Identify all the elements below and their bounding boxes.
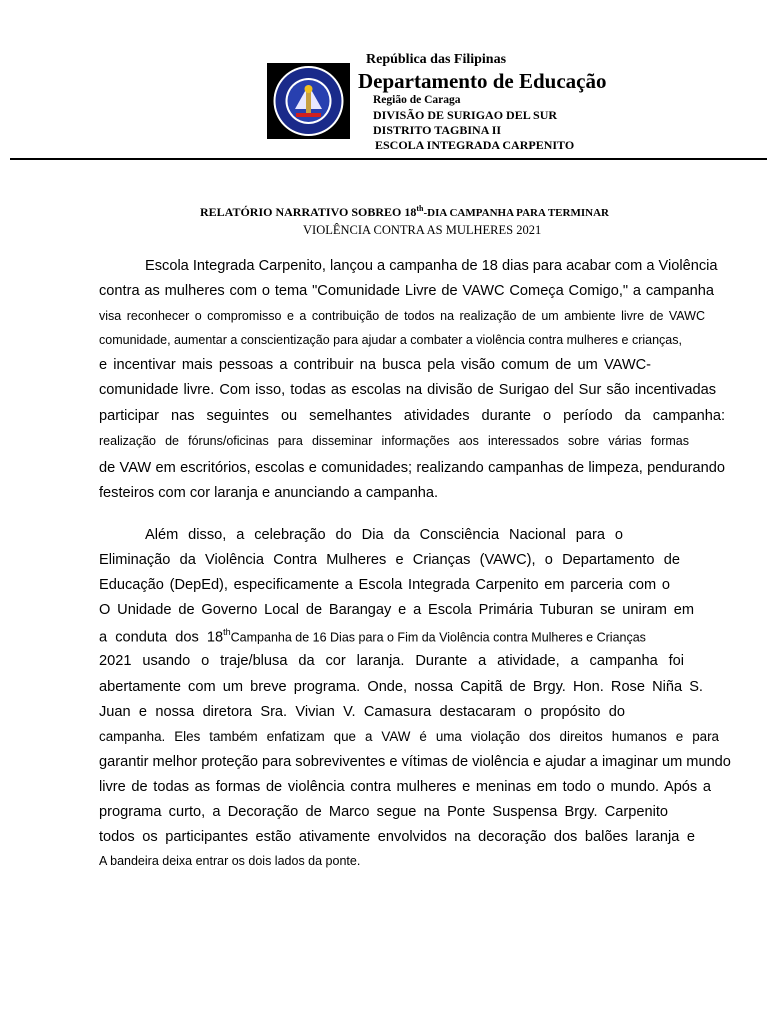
paragraph2-line: Educação (DepEd), especificamente a Escola Integrada Carpenito em parceria com o	[99, 577, 670, 593]
paragraph2-line: 2021 usando o traje/blusa da cor laranja. Durante a atividade, a campanha foi	[99, 653, 684, 669]
header-divider	[10, 158, 767, 160]
paragraph2-line: livre de todas as formas de violência contra mulheres e meninas em todo o mundo. Após a	[99, 779, 711, 795]
paragraph1-line: Escola Integrada Carpenito, lançou a campanha de 18 dias para acabar com a Violência	[145, 258, 718, 274]
paragraph2-line: garantir melhor proteção para sobreviventes e vítimas de violência e ajudar a imaginar um mundo	[99, 754, 731, 770]
header-division: DIVISÃO DE SURIGAO DEL SUR	[373, 108, 558, 122]
paragraph2-line: Juan e nossa diretora Sra. Vivian V. Camasura destacaram o propósito do	[99, 704, 625, 720]
header-school: ESCOLA INTEGRADA CARPENITO	[375, 138, 575, 152]
paragraph2-line: campanha. Eles também enfatizam que a VAW é uma violação dos direitos humanos e para	[99, 729, 719, 744]
paragraph2-line: A bandeira deixa entrar os dois lados da ponte.	[99, 854, 361, 868]
paragraph2-line: todos os participantes estão ativamente envolvidos na decoração dos balões laranja e	[99, 829, 695, 845]
paragraph1-line: comunidade livre. Com isso, todas as escolas na divisão de Surigao del Sur são incentivadas	[99, 382, 716, 398]
paragraph1-line: e incentivar mais pessoas a contribuir na busca pela visão comum de um VAWC-	[99, 357, 651, 373]
header-district: DISTRITO TAGBINA II	[373, 123, 502, 137]
paragraph2-line: Além disso, a celebração do Dia da Consciência Nacional para o	[145, 527, 623, 543]
header-department: Departamento de Educação	[358, 69, 607, 93]
paragraph1-line: de VAW em escritórios, escolas e comunidades; realizando campanhas de limpeza, pendurando	[99, 460, 725, 476]
deped-seal-logo	[267, 63, 350, 139]
paragraph2-line: abertamente com um breve programa. Onde, nossa Capitã de Brgy. Hon. Rose Niña S.	[99, 679, 703, 695]
paragraph2-line: Eliminação da Violência Contra Mulheres e Crianças (VAWC), o Departamento de	[99, 552, 680, 568]
paragraph2-line: programa curto, a Decoração de Marco segue na Ponte Suspensa Brgy. Carpenito	[99, 804, 668, 820]
paragraph1-line: realização de fóruns/oficinas para disseminar informações aos interessados sobre várias formas	[99, 434, 689, 448]
paragraph1-line: visa reconhecer o compromisso e a contribuição de todos na realização de um ambiente livre de VAWC	[99, 309, 705, 323]
paragraph2-line: O Unidade de Governo Local de Barangay e a Escola Primária Tuburan se uniram em	[99, 602, 694, 618]
paragraph1-line: comunidade, aumentar a conscientização para ajudar a combater a violência contra mulheres e crianças,	[99, 333, 682, 347]
paragraph2-campaign-line: a conduta dos 18thCampanha de 16 Dias para o Fim da Violência contra Mulheres e Crianças	[99, 627, 646, 646]
report-title-line1: RELATÓRIO NARRATIVO SOBREO 18th-DIA CAMPANHA PARA TERMINAR	[200, 204, 609, 219]
paragraph1-line: contra as mulheres com o tema "Comunidade Livre de VAWC Começa Comigo," a campanha	[99, 283, 714, 299]
report-title-line2: VIOLÊNCIA CONTRA AS MULHERES 2021	[303, 223, 542, 237]
header-region: Região de Caraga	[373, 94, 461, 106]
header-country: República das Filipinas	[366, 52, 507, 67]
paragraph1-line: participar nas seguintes ou semelhantes atividades durante o período da campanha:	[99, 408, 725, 424]
paragraph1-line: festeiros com cor laranja e anunciando a campanha.	[99, 485, 439, 501]
